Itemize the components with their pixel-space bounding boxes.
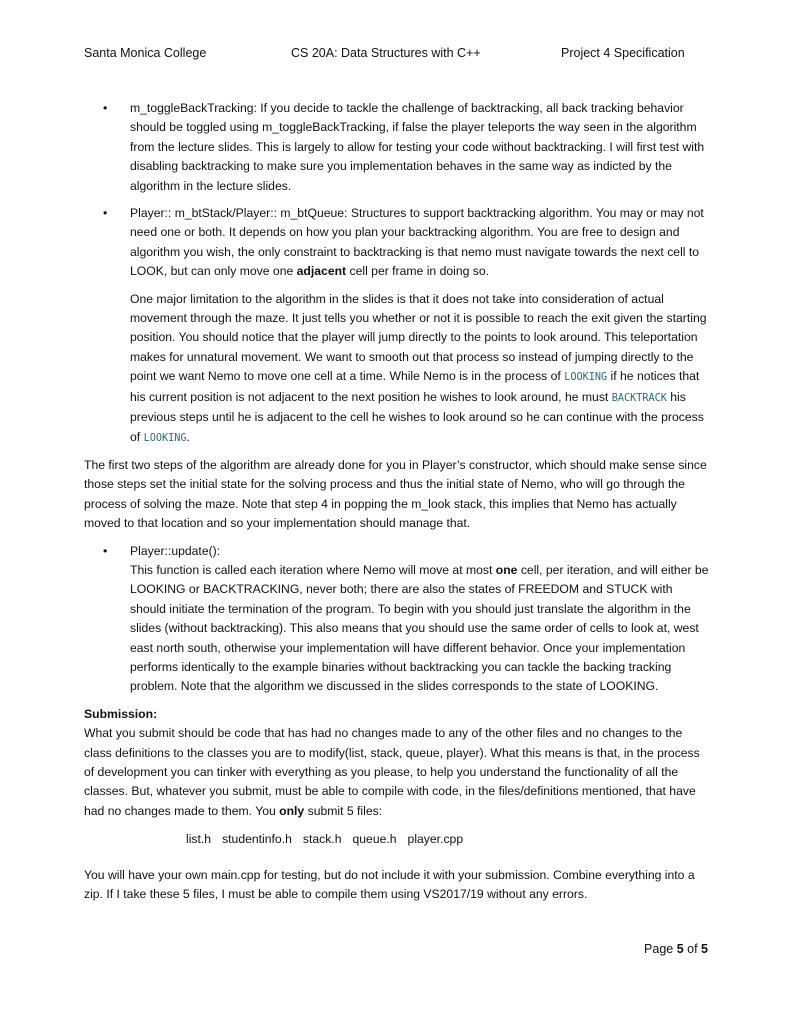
bt-structures-bold-term: adjacent (296, 264, 347, 279)
page-number-of: of (683, 942, 702, 956)
page-number-current: 5 (676, 942, 684, 956)
player-update-title: Player::update(): (130, 543, 221, 558)
submission-file-list (84, 830, 709, 849)
limitation-paragraph (84, 290, 709, 448)
bt-structures-text-part: Player:: m_btStack/Player:: m_btQueue: Structures to support backtracking algorithm. You may or may not need one or both. It depends on how you plan your backtracking algorithm. You are free to design and algorithm you wish, the only constraint to backtracking is that nemo must navigate towards the next cell to LOOK, but can only move one (130, 206, 704, 279)
player-update-bold-term: one (495, 562, 518, 577)
file-queue-h: queue.h (352, 832, 397, 847)
page-number-total: 5 (701, 942, 708, 956)
page-number (644, 942, 708, 956)
file-studentinfo-h: studentinfo.h (222, 832, 292, 847)
file-list-h: list.h (186, 832, 212, 847)
bullet-dot-icon: • (103, 206, 108, 221)
code-looking: LOOKING (143, 432, 187, 444)
bullet-bt-structures (84, 204, 709, 282)
code-looking: LOOKING (564, 372, 608, 384)
first-steps-paragraph: The first two steps of the algorithm are already done for you in Player’s constructor, which should make sense since those steps set the initial state for the solving process and thus the initial state of Nemo, who will go through the process of solving the maze. Note that step 4 in popping the m_look stack, this implies that Nemo has actually moved to that location and so your implementation should manage that. (84, 457, 707, 531)
file-stack-h: stack.h (302, 832, 342, 847)
limitation-text-part: if he notices that his current position is not adjacent to the next position he wishes to look around, he must (130, 369, 700, 404)
bullet-player-update (84, 542, 709, 697)
limitation-text-part: One major limitation to the algorithm in the slides is that it does not take into consideration of actual movement through the maze. It just tells you whether or not it is possible to reach the exit given the starting position. You should notice that the player will jump directly to the points to look around. This teleportation makes for unnatural movement. We want to smooth out that process so instead of jumping directly to the point we want Nemo to move one cell at a time. While Nemo is in the process of (130, 291, 707, 384)
page-body (84, 99, 709, 904)
file-player-cpp: player.cpp (407, 832, 464, 847)
bullet-toggle-backtracking (84, 99, 709, 196)
header-document-title: Project 4 Specification (561, 46, 685, 60)
submission-text-part: submit 5 files: (304, 803, 383, 818)
closing-paragraph: You will have your own main.cpp for testing, but do not include it with your submission. Combine everything into a zip. If I take these 5 files, I must be able to compile them using VS2017/19 without any errors. (84, 867, 695, 902)
submission-paragraph (84, 724, 709, 821)
submission-text-part: What you submit should be code that has had no changes made to any of the other files and no changes to the class definitions to the classes you are to modify(list, stack, queue, player). What this means is that, in the process of development you can tinker with everything as you please, to help you understand the functionality of all the classes. But, whatever you submit, must be able to compile with code, in the files/definitions mentioned, that have had no changes made to them. You (84, 726, 700, 818)
header-institution: Santa Monica College (84, 46, 207, 60)
player-update-text (130, 561, 709, 697)
limitation-text-part: . (186, 429, 190, 444)
toggle-backtracking-text: m_toggleBackTracking: If you decide to tackle the challenge of backtracking, all back tracking behavior should be toggled using m_toggleBackTracking, if false the player teleports the way seen in the algorithm from the lecture slides. This is largely to allow for testing your code without backtracking. I will first test with disabling backtracking to make sure you implementation behaves in the same way as indicted by the algorithm in the lecture slides. (130, 101, 705, 193)
limitation-text (130, 290, 709, 448)
bt-structures-text-part: cell per frame in doing so. (346, 264, 490, 279)
bullet-dot-icon: • (103, 543, 108, 558)
limitation-text-part: his previous steps until he is adjacent to the cell he wishes to look around so he can continue with the process of (130, 389, 704, 444)
bt-structures-text (130, 204, 709, 282)
bullet-dot-icon: • (103, 101, 108, 115)
submission-bold-term: only (279, 803, 305, 818)
submission-heading: Submission: (84, 706, 158, 721)
code-backtrack: BACKTRACK (611, 392, 667, 404)
player-update-text-part: cell, per iteration, and will either be LOOKING or BACKTRACKING, never both; there are also the states of FREEDOM and STUCK with should initiate the termination of the program. To begin with you should just translate the algorithm in the slides (without backtracking). This also means that you should use the same order of cells to look at, west east north south, otherwise your implementation will have different behavior. Once your implementation performs identically to the example binaries without backtracking you can tackle the backing tracking problem. Note that the algorithm we discussed in the slides corresponds to the state of LOOKING. (130, 562, 709, 694)
player-update-text-part: This function is called each iteration where Nemo will move at most (130, 562, 496, 577)
header-course: CS 20A: Data Structures with C++ (291, 46, 481, 60)
page-number-prefix: Page (644, 942, 677, 956)
